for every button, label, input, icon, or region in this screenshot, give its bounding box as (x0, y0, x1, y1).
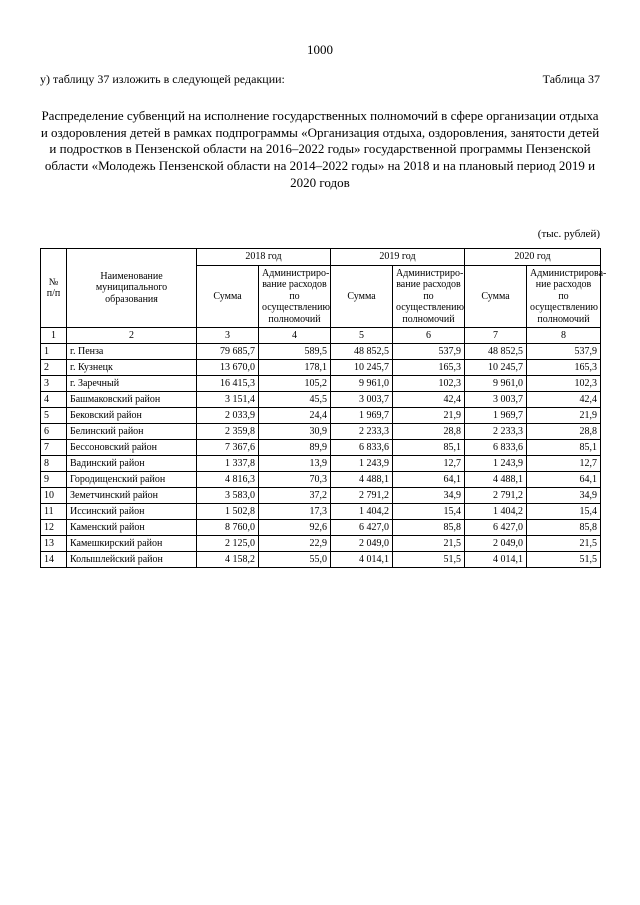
sum-2020-cell: 10 245,7 (465, 360, 527, 376)
column-number: 1 (41, 328, 67, 344)
column-number: 2 (67, 328, 197, 344)
sum-2018-cell: 3 583,0 (197, 488, 259, 504)
header-name: Наименование муниципального образования (67, 249, 197, 328)
table-title: Распределение субвенций на исполнение государственных полномочий в сфере организации отдыха и оздоровления детей в рамках подпрограммы «Организация отдыха, оздоровления, занятости детей и подростков в Пензенской области на 2016–2022 годы» государственной программы Пензенской области «Молодежь Пензенской области на 2014–2022 годы» на 2018 и на плановый период 2019 и 2020 годов (40, 108, 600, 190)
sum-2018-cell: 4 158,2 (197, 552, 259, 568)
header-sum-2018: Сумма (197, 265, 259, 328)
column-number: 5 (331, 328, 393, 344)
sum-2018-cell: 13 670,0 (197, 360, 259, 376)
sum-2018-cell: 3 151,4 (197, 392, 259, 408)
sum-2020-cell: 4 488,1 (465, 472, 527, 488)
table-row (41, 456, 601, 472)
admin-2019-cell: 21,9 (393, 408, 465, 424)
sum-2019-cell: 4 488,1 (331, 472, 393, 488)
sum-2018-cell: 1 337,8 (197, 456, 259, 472)
sum-2019-cell: 3 003,7 (331, 392, 393, 408)
admin-2020-cell: 28,8 (527, 424, 601, 440)
admin-2018-cell: 589,5 (259, 344, 331, 360)
admin-2018-cell: 30,9 (259, 424, 331, 440)
sum-2019-cell: 1 243,9 (331, 456, 393, 472)
admin-2018-cell: 37,2 (259, 488, 331, 504)
column-number: 6 (393, 328, 465, 344)
admin-2018-cell: 24,4 (259, 408, 331, 424)
admin-2019-cell: 165,3 (393, 360, 465, 376)
header-year-2018: 2018 год (197, 249, 331, 266)
admin-2018-cell: 105,2 (259, 376, 331, 392)
sum-2019-cell: 10 245,7 (331, 360, 393, 376)
municipality-name-cell: Бековский район (67, 408, 197, 424)
admin-2018-cell: 55,0 (259, 552, 331, 568)
admin-2018-cell: 22,9 (259, 536, 331, 552)
sum-2020-cell: 6 833,6 (465, 440, 527, 456)
sum-2018-cell: 2 033,9 (197, 408, 259, 424)
row-number-cell: 14 (41, 552, 67, 568)
municipality-name-cell: Земетчинский район (67, 488, 197, 504)
row-number-cell: 12 (41, 520, 67, 536)
row-number-cell: 4 (41, 392, 67, 408)
table-number: Таблица 37 (542, 72, 600, 86)
sum-2020-cell: 48 852,5 (465, 344, 527, 360)
table-row (41, 440, 601, 456)
header-admin-2019: Администриро-вание расходов по осуществлению полномочий (393, 265, 465, 328)
sum-2018-cell: 7 367,6 (197, 440, 259, 456)
admin-2019-cell: 537,9 (393, 344, 465, 360)
sum-2020-cell: 3 003,7 (465, 392, 527, 408)
admin-2019-cell: 64,1 (393, 472, 465, 488)
table-row (41, 536, 601, 552)
admin-2019-cell: 21,5 (393, 536, 465, 552)
admin-2018-cell: 178,1 (259, 360, 331, 376)
sum-2020-cell: 1 404,2 (465, 504, 527, 520)
header-num: № п/п (41, 249, 67, 328)
admin-2020-cell: 64,1 (527, 472, 601, 488)
municipality-name-cell: Камешкирский район (67, 536, 197, 552)
admin-2019-cell: 28,8 (393, 424, 465, 440)
municipality-name-cell: Башмаковский район (67, 392, 197, 408)
admin-2020-cell: 85,1 (527, 440, 601, 456)
admin-2019-cell: 51,5 (393, 552, 465, 568)
admin-2019-cell: 85,1 (393, 440, 465, 456)
table-body (41, 328, 601, 568)
row-number-cell: 10 (41, 488, 67, 504)
municipality-name-cell: Городищенский район (67, 472, 197, 488)
subsidy-table (40, 248, 607, 568)
sum-2018-cell: 4 816,3 (197, 472, 259, 488)
sum-2019-cell: 6 833,6 (331, 440, 393, 456)
admin-2018-cell: 17,3 (259, 504, 331, 520)
sum-2018-cell: 8 760,0 (197, 520, 259, 536)
row-number-cell: 3 (41, 376, 67, 392)
column-number: 7 (465, 328, 527, 344)
sum-2019-cell: 6 427,0 (331, 520, 393, 536)
admin-2020-cell: 85,8 (527, 520, 601, 536)
column-number: 8 (527, 328, 601, 344)
units-note: (тыс. рублей) (537, 228, 600, 240)
page-number: 1000 (307, 42, 333, 57)
municipality-name-cell: Иссинский район (67, 504, 197, 520)
municipality-name-cell: Вадинский район (67, 456, 197, 472)
table-row (41, 424, 601, 440)
sum-2020-cell: 6 427,0 (465, 520, 527, 536)
admin-2020-cell: 537,9 (527, 344, 601, 360)
sum-2020-cell: 4 014,1 (465, 552, 527, 568)
sum-2019-cell: 1 969,7 (331, 408, 393, 424)
sum-2019-cell: 2 049,0 (331, 536, 393, 552)
row-number-cell: 1 (41, 344, 67, 360)
table-row (41, 344, 601, 360)
admin-2020-cell: 102,3 (527, 376, 601, 392)
sum-2018-cell: 2 359,8 (197, 424, 259, 440)
header-sum-2019: Сумма (331, 265, 393, 328)
sum-2019-cell: 4 014,1 (331, 552, 393, 568)
admin-2020-cell: 34,9 (527, 488, 601, 504)
sum-2019-cell: 2 791,2 (331, 488, 393, 504)
row-number-cell: 11 (41, 504, 67, 520)
admin-2019-cell: 85,8 (393, 520, 465, 536)
admin-2018-cell: 92,6 (259, 520, 331, 536)
header-year-2020: 2020 год (465, 249, 601, 266)
sum-2018-cell: 1 502,8 (197, 504, 259, 520)
municipality-name-cell: Белинский район (67, 424, 197, 440)
header-admin-2020: Администрирова-ние расходов по осуществлению полномочий (527, 265, 601, 328)
table-row (41, 392, 601, 408)
sum-2019-cell: 2 233,3 (331, 424, 393, 440)
table-row (41, 376, 601, 392)
admin-2018-cell: 13,9 (259, 456, 331, 472)
admin-2019-cell: 12,7 (393, 456, 465, 472)
table-row (41, 488, 601, 504)
admin-2020-cell: 15,4 (527, 504, 601, 520)
admin-2018-cell: 89,9 (259, 440, 331, 456)
sum-2019-cell: 9 961,0 (331, 376, 393, 392)
table-row (41, 360, 601, 376)
column-number: 3 (197, 328, 259, 344)
admin-2020-cell: 21,5 (527, 536, 601, 552)
table-row (41, 504, 601, 520)
admin-2019-cell: 34,9 (393, 488, 465, 504)
intro-text: у) таблицу 37 изложить в следующей редакции: (40, 72, 285, 86)
admin-2020-cell: 42,4 (527, 392, 601, 408)
sum-2020-cell: 2 049,0 (465, 536, 527, 552)
table-row (41, 552, 601, 568)
admin-2019-cell: 15,4 (393, 504, 465, 520)
sum-2020-cell: 9 961,0 (465, 376, 527, 392)
admin-2019-cell: 102,3 (393, 376, 465, 392)
admin-2020-cell: 165,3 (527, 360, 601, 376)
row-number-cell: 6 (41, 424, 67, 440)
municipality-name-cell: г. Пенза (67, 344, 197, 360)
admin-2020-cell: 21,9 (527, 408, 601, 424)
municipality-name-cell: Колышлейский район (67, 552, 197, 568)
municipality-name-cell: Бессоновский район (67, 440, 197, 456)
admin-2020-cell: 12,7 (527, 456, 601, 472)
municipality-name-cell: Каменский район (67, 520, 197, 536)
sum-2018-cell: 2 125,0 (197, 536, 259, 552)
header-sum-2020: Сумма (465, 265, 527, 328)
sum-2018-cell: 16 415,3 (197, 376, 259, 392)
sum-2018-cell: 79 685,7 (197, 344, 259, 360)
sum-2020-cell: 2 791,2 (465, 488, 527, 504)
municipality-name-cell: г. Кузнецк (67, 360, 197, 376)
sum-2020-cell: 2 233,3 (465, 424, 527, 440)
header-admin-2018: Администриро-вание расходов по осуществлению полномочий (259, 265, 331, 328)
sum-2019-cell: 48 852,5 (331, 344, 393, 360)
row-number-cell: 7 (41, 440, 67, 456)
admin-2020-cell: 51,5 (527, 552, 601, 568)
row-number-cell: 9 (41, 472, 67, 488)
sum-2020-cell: 1 969,7 (465, 408, 527, 424)
column-numbers-row (41, 328, 601, 344)
sum-2019-cell: 1 404,2 (331, 504, 393, 520)
admin-2018-cell: 70,3 (259, 472, 331, 488)
row-number-cell: 8 (41, 456, 67, 472)
table-row (41, 408, 601, 424)
row-number-cell: 5 (41, 408, 67, 424)
header-year-2019: 2019 год (331, 249, 465, 266)
table-row (41, 520, 601, 536)
row-number-cell: 2 (41, 360, 67, 376)
admin-2018-cell: 45,5 (259, 392, 331, 408)
column-number: 4 (259, 328, 331, 344)
sum-2020-cell: 1 243,9 (465, 456, 527, 472)
municipality-name-cell: г. Заречный (67, 376, 197, 392)
row-number-cell: 13 (41, 536, 67, 552)
table-row (41, 472, 601, 488)
admin-2019-cell: 42,4 (393, 392, 465, 408)
